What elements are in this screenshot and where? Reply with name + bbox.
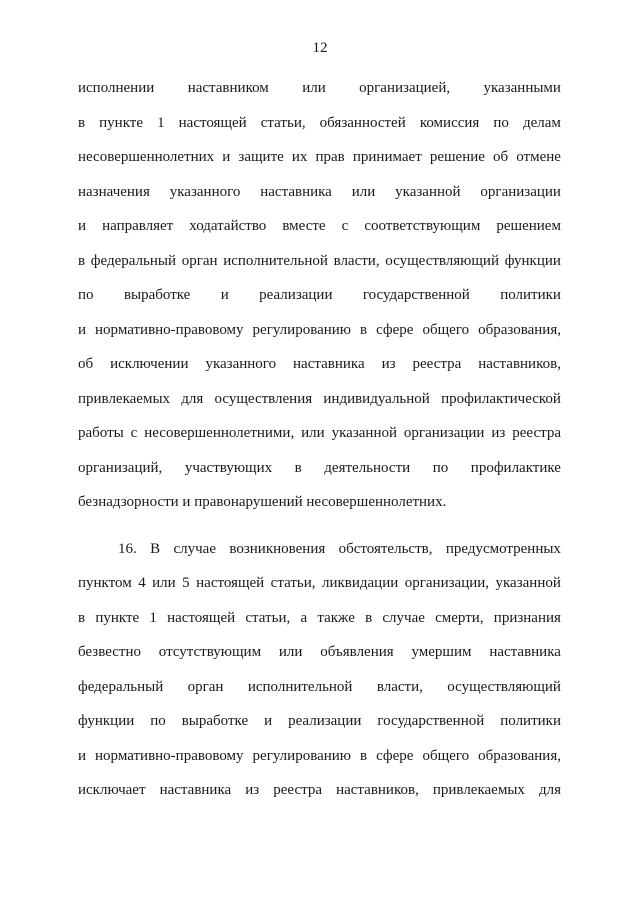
word: и bbox=[220, 287, 229, 303]
word: исполнительной bbox=[223, 252, 328, 269]
text-line bbox=[78, 713, 561, 748]
word: исключает bbox=[78, 782, 146, 798]
word: об bbox=[493, 149, 509, 165]
word: и bbox=[222, 149, 231, 165]
word: 5 bbox=[182, 575, 190, 591]
word: деятельности bbox=[324, 459, 411, 476]
word: настоящей bbox=[167, 609, 236, 626]
word: организации bbox=[403, 425, 485, 441]
word: общего bbox=[422, 747, 470, 764]
word: в bbox=[78, 252, 86, 269]
word: реестра bbox=[512, 425, 561, 441]
word: пунктом bbox=[78, 575, 132, 591]
word: комиссия bbox=[419, 114, 480, 131]
word: и bbox=[78, 747, 87, 764]
page-number: 12 bbox=[312, 40, 328, 56]
word: по bbox=[432, 459, 449, 476]
word: принимает bbox=[352, 149, 422, 165]
word: орган bbox=[181, 252, 218, 269]
paragraph-1 bbox=[78, 80, 561, 529]
word: по bbox=[150, 713, 166, 729]
word: по bbox=[493, 114, 509, 131]
word: осуществляющий bbox=[385, 252, 499, 269]
word: по bbox=[78, 287, 94, 303]
word: случае bbox=[173, 540, 216, 557]
word: указанной bbox=[395, 183, 461, 200]
word: функции bbox=[78, 713, 135, 729]
word: умершим bbox=[411, 644, 472, 660]
word: в bbox=[78, 609, 86, 626]
word: и bbox=[78, 321, 87, 338]
word: в bbox=[365, 609, 373, 626]
text-line bbox=[78, 184, 561, 219]
paragraph-2 bbox=[78, 541, 561, 817]
word: вместе bbox=[282, 218, 326, 234]
word: указанной bbox=[495, 575, 561, 591]
word: с bbox=[130, 425, 138, 441]
text-line bbox=[78, 748, 561, 783]
word: В bbox=[150, 540, 161, 557]
word: власти, bbox=[333, 252, 380, 269]
text-line bbox=[78, 610, 561, 645]
text-line bbox=[78, 679, 561, 714]
word: привлекаемых bbox=[78, 390, 171, 407]
word: отмене bbox=[516, 149, 561, 165]
paragraph-gap bbox=[78, 529, 561, 541]
word: объявления bbox=[320, 644, 394, 660]
word: организаций, bbox=[78, 459, 163, 476]
word: ходатайство bbox=[189, 218, 267, 234]
word: осуществляющий bbox=[447, 678, 561, 695]
word: обязанностей bbox=[319, 114, 406, 131]
word: наставника bbox=[293, 356, 365, 372]
word: и bbox=[78, 218, 87, 234]
word: смерти, bbox=[435, 609, 484, 626]
word: нормативно-правовому bbox=[95, 747, 244, 764]
word: также bbox=[317, 609, 355, 626]
text-line bbox=[78, 541, 561, 576]
text-line bbox=[78, 575, 561, 610]
word: несовершеннолетних bbox=[78, 149, 215, 165]
word: в bbox=[360, 321, 368, 338]
text-line bbox=[78, 253, 561, 288]
word: в bbox=[78, 114, 86, 131]
word: указанного bbox=[169, 183, 241, 200]
word: реестра bbox=[273, 782, 323, 798]
word: организации, bbox=[404, 575, 490, 591]
word: наставников, bbox=[336, 782, 419, 798]
word: или bbox=[351, 183, 376, 200]
word: из bbox=[491, 425, 506, 441]
word: сфере bbox=[376, 321, 414, 338]
word: выработке bbox=[181, 713, 249, 729]
word: или bbox=[278, 644, 303, 660]
word: отсутствующим bbox=[158, 644, 262, 660]
document-body bbox=[78, 80, 561, 817]
word: организации bbox=[480, 183, 561, 200]
word: с bbox=[341, 218, 349, 234]
word: ликвидации bbox=[321, 575, 399, 591]
word: безвестно bbox=[78, 644, 141, 660]
word: 16. bbox=[118, 540, 137, 557]
word: государственной bbox=[362, 287, 470, 303]
word: а bbox=[300, 609, 308, 626]
word: политики bbox=[500, 287, 561, 303]
text-line bbox=[78, 782, 561, 817]
text-line bbox=[78, 149, 561, 184]
word: осуществления bbox=[214, 390, 313, 407]
word: выработке bbox=[123, 287, 191, 303]
word: решением bbox=[496, 218, 561, 234]
word: несовершеннолетними, bbox=[144, 425, 295, 441]
word: реализации bbox=[259, 287, 333, 303]
word: наставника bbox=[159, 782, 232, 798]
word: статьи, bbox=[270, 575, 316, 591]
word: пункте bbox=[95, 609, 140, 626]
word: или bbox=[152, 575, 176, 591]
word: прав bbox=[315, 149, 345, 165]
word: пункте bbox=[99, 114, 144, 131]
text-line bbox=[78, 322, 561, 357]
word: общего bbox=[422, 321, 470, 338]
word: сфере bbox=[376, 747, 414, 764]
word: соответствующим bbox=[364, 218, 481, 234]
text-line bbox=[78, 218, 561, 253]
word: наставника bbox=[260, 183, 332, 200]
word: обстоятельств, bbox=[338, 540, 433, 557]
word: федеральный bbox=[90, 252, 176, 269]
word: наставника bbox=[489, 644, 561, 660]
word: политики bbox=[500, 713, 561, 729]
word: статьи, bbox=[245, 609, 291, 626]
word: делам bbox=[522, 114, 561, 131]
word: власти, bbox=[376, 678, 423, 695]
word: безнадзорности и правонарушений несовершеннолетних. bbox=[78, 494, 447, 510]
word: орган bbox=[187, 678, 224, 695]
text-line bbox=[78, 391, 561, 426]
word: федеральный bbox=[78, 678, 164, 695]
word: направляет bbox=[102, 218, 174, 234]
word: работы bbox=[78, 425, 124, 441]
word: случае bbox=[382, 609, 425, 626]
word: организацией, bbox=[359, 80, 451, 96]
word: статьи, bbox=[260, 114, 306, 131]
word: их bbox=[291, 149, 308, 165]
word: или bbox=[301, 425, 325, 441]
word: и bbox=[264, 713, 273, 729]
word: предусмотренных bbox=[445, 540, 561, 557]
word: исполнительной bbox=[247, 678, 353, 695]
word: защите bbox=[238, 149, 284, 165]
word: привлекаемых bbox=[432, 782, 525, 798]
word: наставником bbox=[187, 80, 269, 96]
word: настоящей bbox=[178, 114, 247, 131]
text-line bbox=[78, 287, 561, 322]
word: 4 bbox=[138, 575, 146, 591]
text-line bbox=[78, 80, 561, 115]
word: профилактической bbox=[441, 390, 561, 407]
word: назначения bbox=[78, 183, 150, 200]
text-line bbox=[78, 460, 561, 495]
word: исполнении bbox=[78, 80, 155, 96]
text-line bbox=[78, 494, 561, 529]
word: образования, bbox=[478, 747, 561, 764]
word: для bbox=[538, 782, 561, 798]
text-line bbox=[78, 644, 561, 679]
word: из bbox=[381, 356, 396, 372]
word: для bbox=[181, 390, 204, 407]
word: государственной bbox=[377, 713, 485, 729]
word: регулированию bbox=[252, 747, 351, 764]
text-line bbox=[78, 356, 561, 391]
word: указанными bbox=[483, 80, 561, 96]
word: или bbox=[302, 80, 326, 96]
word: указанного bbox=[205, 356, 277, 372]
text-line bbox=[78, 115, 561, 150]
word: индивидуальной bbox=[323, 390, 430, 407]
word: настоящей bbox=[196, 575, 265, 591]
word: возникновения bbox=[229, 540, 326, 557]
word: в bbox=[294, 459, 302, 476]
word: исключении bbox=[110, 356, 189, 372]
word: 1 bbox=[157, 114, 165, 131]
word: указанной bbox=[331, 425, 397, 441]
word: реализации bbox=[288, 713, 362, 729]
word: реестра bbox=[412, 356, 462, 372]
word: профилактике bbox=[470, 459, 561, 476]
word: участвующих bbox=[184, 459, 273, 476]
word: образования, bbox=[478, 321, 561, 338]
word: нормативно-правовому bbox=[95, 321, 244, 338]
text-line bbox=[78, 425, 561, 460]
word: функции bbox=[504, 252, 561, 269]
word: решение bbox=[429, 149, 485, 165]
word: в bbox=[360, 747, 368, 764]
word: 1 bbox=[149, 609, 157, 626]
word: регулированию bbox=[252, 321, 351, 338]
word: из bbox=[245, 782, 260, 798]
word: об bbox=[78, 356, 94, 372]
word: признания bbox=[493, 609, 561, 626]
word: наставников, bbox=[478, 356, 561, 372]
